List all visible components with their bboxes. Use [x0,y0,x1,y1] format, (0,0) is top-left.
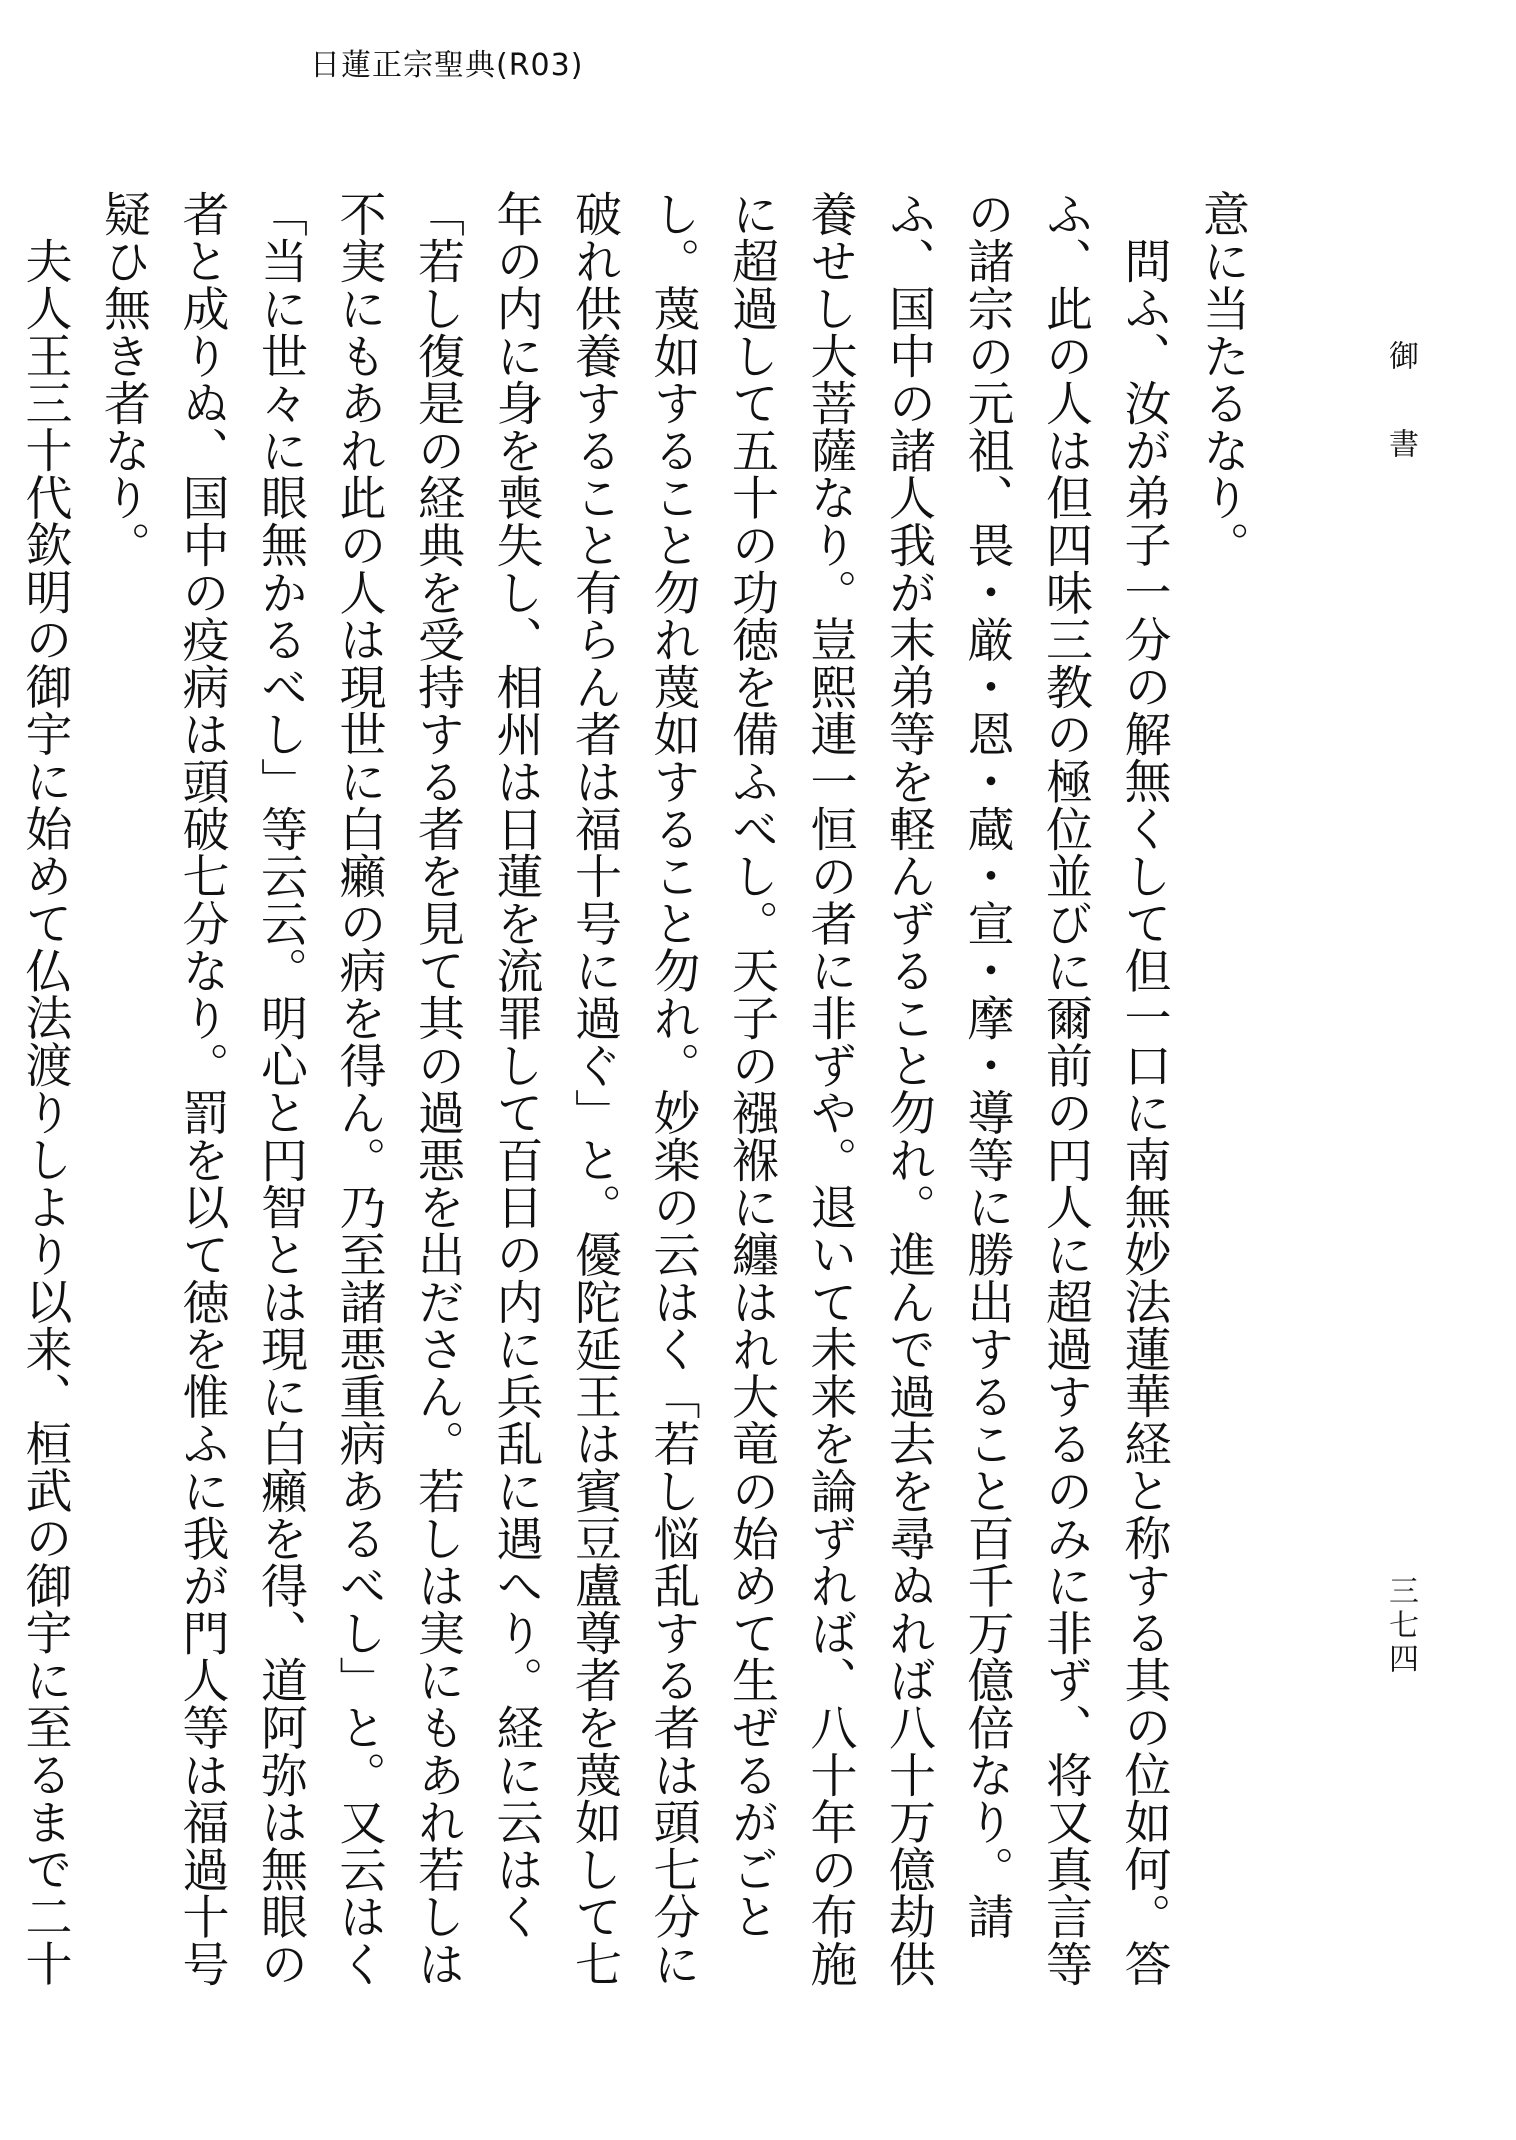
paragraph-3: 夫人王三十代欽明の御宇に始めて仏法渡りしより以来、桓武の御宇に至るまで二十 [17,237,73,1988]
paragraph-1: 意に当たるなり。 [1195,190,1250,569]
page-number: 三七四 [1383,1575,1418,1677]
running-head: 御書 [1383,340,1418,516]
body-text [17,190,1261,2010]
paragraph-2: 問ふ、汝が弟子一分の解無くして但一口に南無妙法蓮華経と称する其の位如何。答ふ、此の人は但四味三教の極位並びに爾前の円人に超過するのみに非ず、将又真言等の諸宗の元祖、畏・厳・恩・蔵・宣・摩・導等に勝出すること百千万億倍なり。請ふ、国中の諸人我が末弟等を軽んずること勿れ。進んで過去を尋ぬれば八十万億劫供養せし大菩薩なり。豈熙連一恒の者に非ずや。退いて未来を論ずれば、八十年の布施に超過して五十の功徳を備ふべし。天子の襁褓に纏はれ大竜の始めて生ぜるがごとし。蔑如すること勿れ蔑如すること勿れ。妙楽の云はく「若し悩乱する者は頭七分に破れ供養すること有らん者は福十号に過ぐ」と。優陀延王は賓豆盧尊者を蔑如して七年の内に身を喪失し、相州は日蓮を流罪して百日の内に兵乱に遇へり。経に云はく「若し復是の経典を受持する者を見て其の過悪を出ださん。若しは実にもあれ若しは不実にもあれ此の人は現世に白癩の病を得ん。乃至諸悪重病あるべし」と。又云はく「当に世々に眼無かるべし」等云云。明心と円智とは現に白癩を得、道阿弥は無眼の者と成りぬ、国中の疫病は頭破七分なり。罰を以て徳を惟ふに我が門人等は福過十号疑ひ無き者なり。 [96,190,1172,1988]
page-header: 日蓮正宗聖典(R03) [310,48,584,83]
